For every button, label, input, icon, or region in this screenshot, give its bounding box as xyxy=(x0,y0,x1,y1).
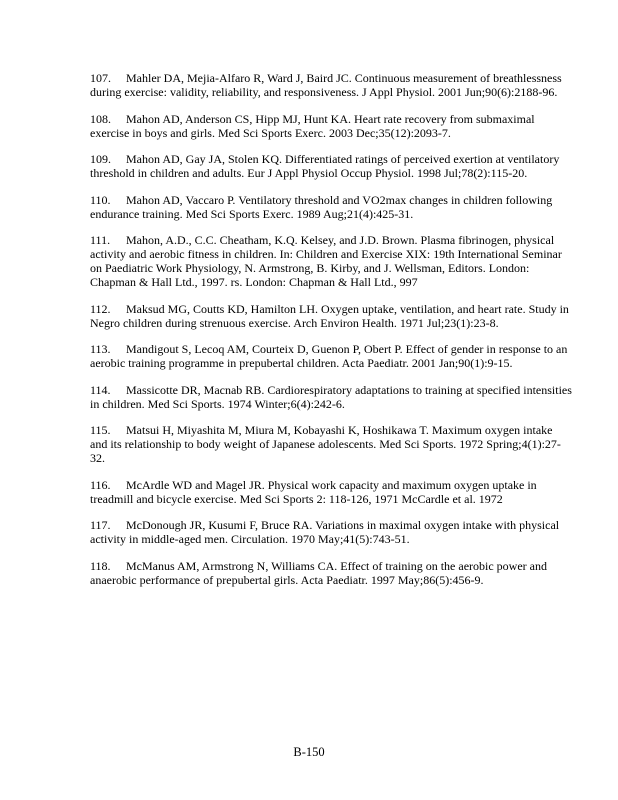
reference-entry xyxy=(90,342,572,370)
reference-entry xyxy=(90,71,572,99)
reference-number: 111. xyxy=(90,233,111,247)
reference-entry xyxy=(90,559,572,587)
reference-entry xyxy=(90,233,572,289)
reference-entry xyxy=(90,112,572,140)
reference-number: 112. xyxy=(90,301,111,316)
reference-entry xyxy=(90,478,572,506)
reference-number: 116. xyxy=(90,477,111,492)
page-number: B-150 xyxy=(293,745,325,759)
reference-number: 109. xyxy=(90,152,111,166)
reference-text: Matsui H, Miyashita M, Miura M, Kobayashi K, Hoshikawa T. Maximum oxygen intake and its relationship to body weight of Japanese adolescents. Med Sci Sports. 1972 Spring;4(1):27-32. xyxy=(90,423,561,465)
reference-text: Mahon AD, Gay JA, Stolen KQ. Differentiated ratings of perceived exertion at ventilatory threshold in children and adults. Eur J Appl Physiol Occup Physiol. 1998 Jul;78(2):115-20. xyxy=(90,152,560,180)
reference-number: 114. xyxy=(90,382,111,397)
reference-list xyxy=(90,71,572,599)
reference-entry xyxy=(90,302,572,330)
reference-entry xyxy=(90,193,572,221)
reference-text: Maksud MG, Coutts KD, Hamilton LH. Oxygen uptake, ventilation, and heart rate. Study in Negro children during strenuous exercise. Arch Environ Health. 1971 Jul;23(1):23-8. xyxy=(90,301,569,330)
reference-entry xyxy=(90,518,572,546)
reference-number: 115. xyxy=(90,423,111,437)
reference-number: 117. xyxy=(90,518,111,532)
reference-text: McArdle WD and Magel JR. Physical work capacity and maximum oxygen uptake in treadmill and bicycle exercise. Med Sci Sports 2: 118-126, 1971 McCardle et al. 1972 xyxy=(90,477,537,506)
reference-entry xyxy=(90,152,572,180)
reference-entry xyxy=(90,383,572,411)
reference-text: Mahon AD, Vaccaro P. Ventilatory threshold and VO2max changes in children following endurance training. Med Sci Sports Exerc. 1989 Aug;21(4):425-31. xyxy=(90,192,553,221)
reference-text: Mahler DA, Mejia-Alfaro R, Ward J, Baird JC. Continuous measurement of breathlessness during exercise: validity, reliability, and responsiveness. J Appl Physiol. 2001 Jun;90(6):2188-96. xyxy=(90,71,562,99)
reference-text: Mahon AD, Anderson CS, Hipp MJ, Hunt KA. Heart rate recovery from submaximal exercise in boys and girls. Med Sci Sports Exerc. 2003 Dec;35(12):2093-7. xyxy=(90,111,535,140)
reference-number: 118. xyxy=(90,558,111,573)
reference-number: 107. xyxy=(90,71,111,85)
reference-text: McManus AM, Armstrong N, Williams CA. Effect of training on the aerobic power and anaerobic performance of prepubertal girls. Acta Paediatr. 1997 May;86(5):456-9. xyxy=(90,558,547,587)
reference-entry xyxy=(90,423,572,465)
reference-text: McDonough JR, Kusumi F, Bruce RA. Variations in maximal oxygen intake with physical activity in middle-aged men. Circulation. 1970 May;41(5):743-51. xyxy=(90,518,560,546)
reference-number: 110. xyxy=(90,192,111,207)
reference-text: Massicotte DR, Macnab RB. Cardiorespiratory adaptations to training at specified intensities in children. Med Sci Sports. 1974 Winter;6(4):242-6. xyxy=(90,382,572,411)
reference-number: 113. xyxy=(90,342,111,356)
reference-text: Mahon, A.D., C.C. Cheatham, K.Q. Kelsey, and J.D. Brown. Plasma fibrinogen, physical activity and aerobic fitness in children. In: Children and Exercise XIX: 19th International Seminar on Paediatric Work Physiology, N. Armstrong, B. Kirby, and J. Wellsman, Editors. London: Chapman & Hall Ltd., 1997. rs. London: Chapman & Hall Ltd., 997 xyxy=(90,233,562,289)
reference-number: 108. xyxy=(90,111,111,126)
reference-text: Mandigout S, Lecoq AM, Courteix D, Guenon P, Obert P. Effect of gender in response to an aerobic training programme in prepubertal children. Acta Paediatr. 2001 Jan;90(1):9-15. xyxy=(90,342,568,370)
